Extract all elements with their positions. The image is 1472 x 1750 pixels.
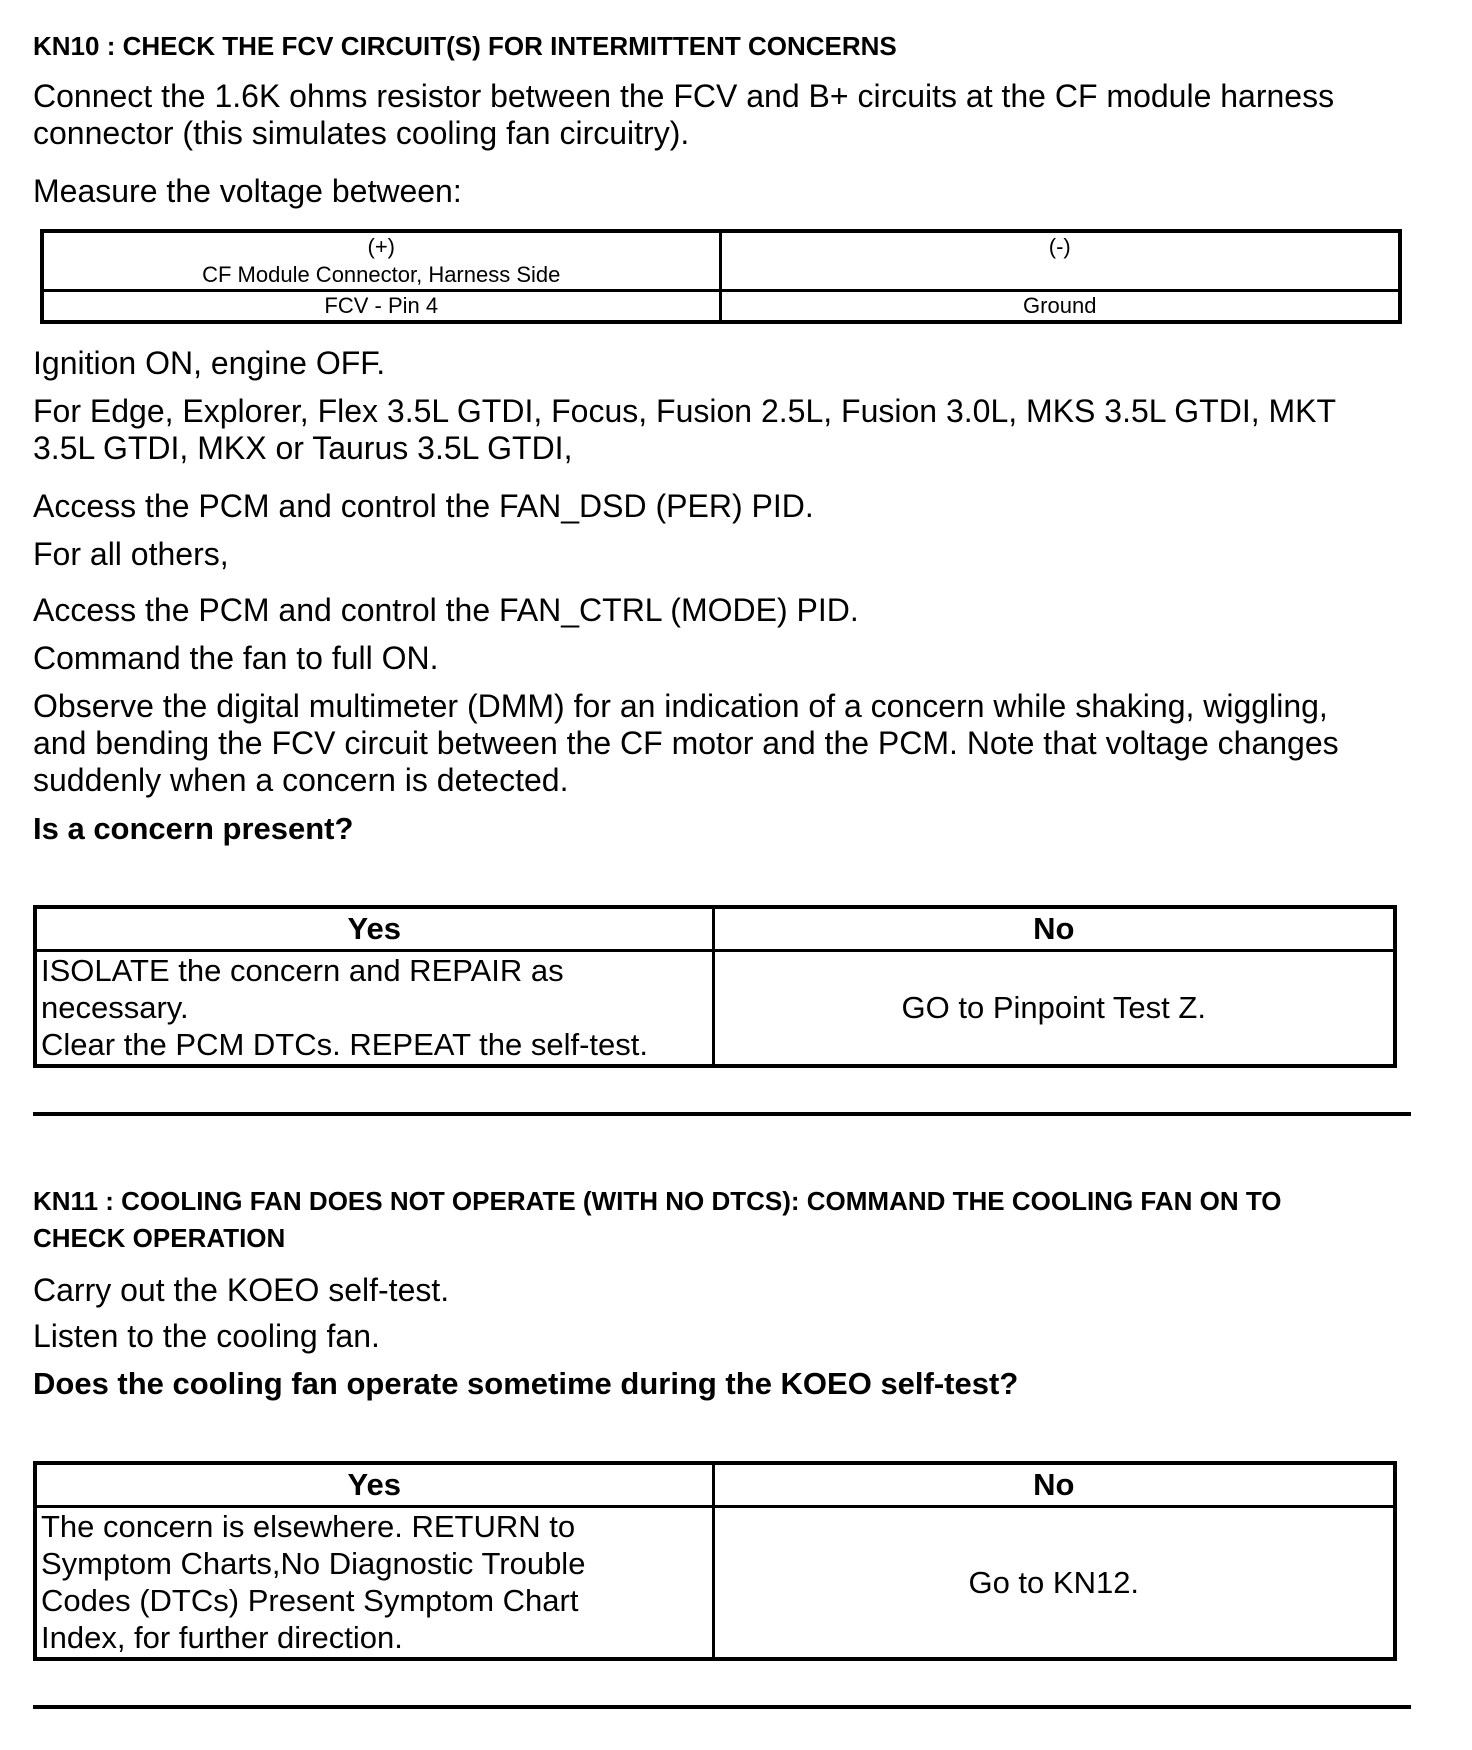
positive-column-header — [42, 231, 720, 291]
kn10-vehicle-list — [33, 393, 1413, 467]
yes-action-cell — [35, 1507, 713, 1659]
kn10-measure-table-wrapper — [33, 229, 1402, 324]
no-column-header: No — [713, 1463, 1395, 1507]
kn10-observe-line-2: and bending the FCV circuit between the CF motor and the PCM. Note that voltage changes — [33, 725, 1339, 761]
kn11-section — [33, 1183, 1413, 1257]
table-row — [35, 1507, 1395, 1659]
kn10-section — [33, 28, 1413, 65]
yes-action-cell — [35, 951, 713, 1066]
no-action-cell: Go to KN12. — [713, 1507, 1395, 1659]
kn10-result-table-wrapper — [33, 905, 1397, 1068]
kn10-result-table — [33, 905, 1397, 1068]
kn10-connect-line-2: connector (this simulates cooling fan circuitry). — [33, 115, 690, 151]
no-action-cell: GO to Pinpoint Test Z. — [713, 951, 1395, 1066]
table-row — [42, 231, 1400, 291]
yes-action-line-3: Codes (DTCs) Present Symptom Chart — [41, 1583, 579, 1619]
yes-column-header: Yes — [35, 1463, 713, 1507]
kn10-measure-label: Measure the voltage between: — [33, 173, 462, 209]
negative-column-header: (-) — [720, 231, 1400, 291]
table-row — [35, 1463, 1395, 1507]
positive-value-cell: FCV - Pin 4 — [42, 291, 720, 323]
kn10-vehicle-list-line-2: 3.5L GTDI, MKX or Taurus 3.5L GTDI, — [33, 430, 573, 466]
yes-action-line-2: necessary. — [41, 990, 189, 1026]
table-row — [35, 951, 1395, 1066]
kn10-command-fan: Command the fan to full ON. — [33, 640, 439, 676]
section-divider — [33, 1112, 1411, 1116]
kn10-measure-table — [40, 229, 1402, 324]
yes-action-line-1: ISOLATE the concern and REPAIR as — [41, 953, 564, 989]
kn11-heading-line-2: CHECK OPERATION — [33, 1223, 286, 1253]
yes-column-header: Yes — [35, 907, 713, 951]
kn11-result-table — [33, 1461, 1397, 1661]
kn11-question: Does the cooling fan operate sometime during the KOEO self-test? — [33, 1366, 1019, 1401]
yes-action-line-2: Symptom Charts,No Diagnostic Trouble — [41, 1546, 586, 1582]
section-divider — [33, 1705, 1411, 1709]
kn10-observe-line-3: suddenly when a concern is detected. — [33, 762, 569, 798]
kn10-observe-line-1: Observe the digital multimeter (DMM) for an indication of a concern while shaking, wiggling, — [33, 688, 1328, 724]
no-column-header: No — [713, 907, 1395, 951]
kn11-heading-line-1: KN11 : COOLING FAN DOES NOT OPERATE (WITH NO DTCS): COMMAND THE COOLING FAN ON TO — [33, 1186, 1282, 1216]
kn10-vehicle-list-line-1: For Edge, Explorer, Flex 3.5L GTDI, Focus, Fusion 2.5L, Fusion 3.0L, MKS 3.5L GTDI, MKT — [33, 393, 1337, 429]
yes-action-line-4: Index, for further direction. — [41, 1620, 403, 1656]
kn10-heading: KN10 : CHECK THE FCV CIRCUIT(S) FOR INTERMITTENT CONCERNS — [33, 31, 897, 61]
kn10-connect-line-1: Connect the 1.6K ohms resistor between the FCV and B+ circuits at the CF module harness — [33, 78, 1335, 114]
yes-action-line-3: Clear the PCM DTCs. REPEAT the self-test. — [41, 1027, 648, 1063]
kn10-access-fan-ctrl: Access the PCM and control the FAN_CTRL (MODE) PID. — [33, 592, 859, 628]
kn10-observe-dmm — [33, 688, 1413, 799]
positive-symbol: (+) — [367, 234, 395, 259]
kn10-access-fan-dsd: Access the PCM and control the FAN_DSD (PER) PID. — [33, 488, 814, 524]
table-row — [42, 291, 1400, 323]
kn10-all-others: For all others, — [33, 536, 229, 572]
positive-connector-label: CF Module Connector, Harness Side — [202, 262, 561, 287]
negative-value-cell: Ground — [720, 291, 1400, 323]
kn10-instruction-connect — [33, 78, 1413, 152]
kn11-result-table-wrapper — [33, 1461, 1397, 1661]
kn11-listen-step: Listen to the cooling fan. — [33, 1318, 380, 1354]
yes-action-line-1: The concern is elsewhere. RETURN to — [41, 1509, 576, 1545]
kn11-koeo-step: Carry out the KOEO self-test. — [33, 1272, 450, 1308]
kn10-ignition-step: Ignition ON, engine OFF. — [33, 345, 386, 381]
table-row — [35, 907, 1395, 951]
kn10-question: Is a concern present? — [33, 811, 354, 846]
